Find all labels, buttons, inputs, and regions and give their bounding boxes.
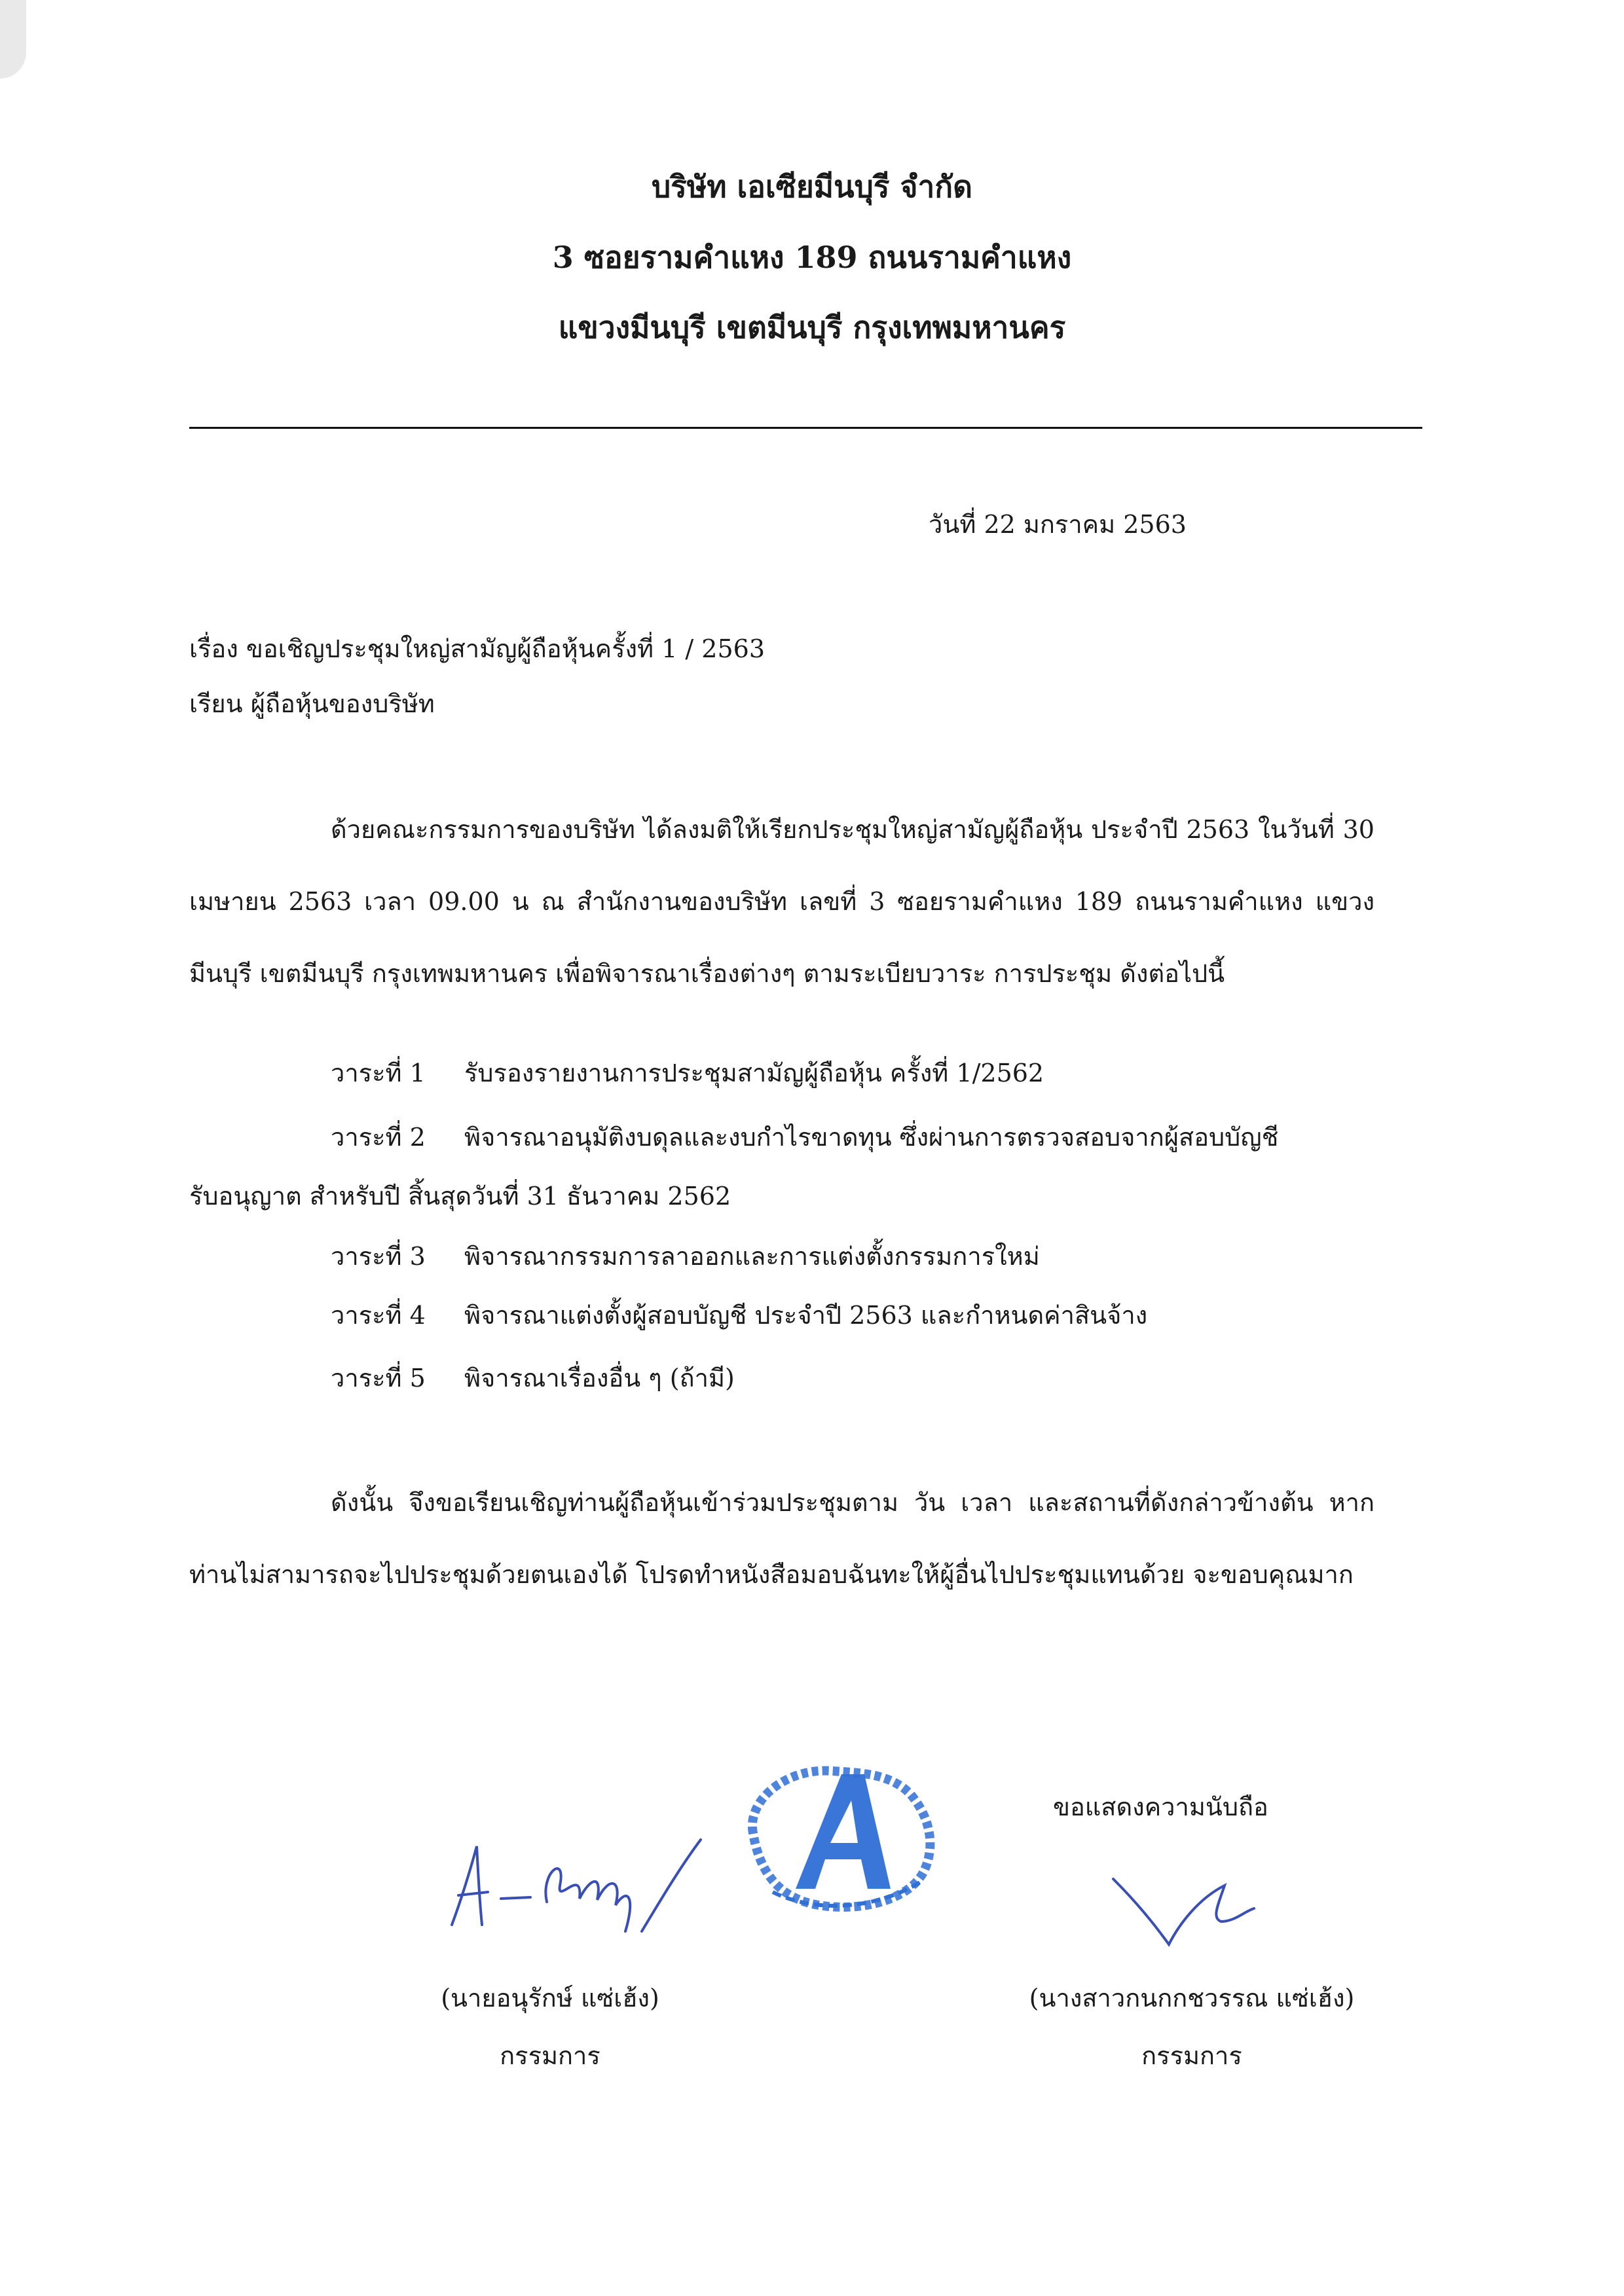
signatory-right-name: (นางสาวกนกกชวรรณ แซ่เฮ้ง) xyxy=(1029,1984,1355,2013)
signature-right xyxy=(1107,1859,1257,1951)
company-address-line2: แขวงมีนบุรี เขตมีนบุรี กรุงเทพมหานคร xyxy=(558,310,1066,345)
regards-line: ขอแสดงความนับถือ xyxy=(1053,1793,1268,1821)
agenda-number: วาระที่ 4 xyxy=(331,1301,426,1330)
agenda-number: วาระที่ 1 xyxy=(331,1059,426,1087)
company-address-line1: 3 ซอยรามคำแหง 189 ถนนรามคำแหง xyxy=(552,240,1072,275)
scan-corner-shadow xyxy=(0,0,26,79)
company-name: บริษัท เอเซียมีนบุรี จำกัด xyxy=(651,169,972,204)
signature-left xyxy=(426,1827,707,1944)
agenda-number: วาระที่ 2 xyxy=(331,1123,426,1152)
closing-paragraph: ดังนั้น จึงขอเรียนเชิญท่านผู้ถือหุ้นเข้าร่วมประชุมตาม วัน เวลา และสถานที่ดังกล่าวข้างต้น หากท่านไม่สามารถจะไปประชุมด้วยตนเองได้ โปรดทำหนังสือมอบฉันทะให้ผู้อื่นไปประชุมแทนด้วย จะขอบคุณมาก xyxy=(189,1488,1375,1589)
agenda-text: พิจารณาเรื่องอื่น ๆ (ถ้ามี) xyxy=(464,1364,735,1393)
letter-subject: เรื่อง ขอเชิญประชุมใหญ่สามัญผู้ถือหุ้นครั้งที่ 1 / 2563 xyxy=(189,634,766,663)
signatory-right-title: กรรมการ xyxy=(1141,2041,1242,2070)
intro-paragraph: ด้วยคณะกรรมการของบริษัท ได้ลงมติให้เรียกประชุมใหญ่สามัญผู้ถือหุ้น ประจำปี 2563 ในวันที่ 30 เมษายน 2563 เวลา 09.00 น ณ สำนักงานของบริษัท เลขที่ 3 ซอยรามคำแหง 189 ถนนรามคำแหง แขวงมีนบุรี เขตมีนบุรี กรุงเทพมหานคร เพื่อพิจารณาเรื่องต่างๆ ตามระเบียบวาระ การประชุม ดังต่อไปนี้ xyxy=(189,815,1375,988)
agenda-item-4 xyxy=(331,1299,1147,1332)
agenda-item-3 xyxy=(331,1240,1040,1273)
agenda-text: รับรองรายงานการประชุมสามัญผู้ถือหุ้น ครั้งที่ 1/2562 xyxy=(464,1059,1044,1087)
agenda-item-2-continuation: รับอนุญาต สำหรับปี สิ้นสุดวันที่ 31 ธันวาคม 2562 xyxy=(189,1182,731,1211)
agenda-item-5 xyxy=(331,1362,735,1394)
agenda-number: วาระที่ 5 xyxy=(331,1364,426,1393)
company-stamp xyxy=(733,1755,950,1918)
letter-recipient: เรียน ผู้ถือหุ้นของบริษัท xyxy=(189,689,435,718)
agenda-text: พิจารณากรรมการลาออกและการแต่งตั้งกรรมการใหม่ xyxy=(464,1242,1040,1271)
agenda-item-2 xyxy=(331,1121,1278,1154)
header-divider xyxy=(189,427,1422,429)
letter-date: วันที่ 22 มกราคม 2563 xyxy=(929,510,1187,539)
agenda-text: พิจารณาแต่งตั้งผู้สอบบัญชี ประจำปี 2563 และกำหนดค่าสินจ้าง xyxy=(464,1301,1148,1330)
agenda-text: พิจารณาอนุมัติงบดุลและงบกำไรขาดทุน ซึ่งผ่านการตรวจสอบจากผู้สอบบัญชี xyxy=(464,1123,1279,1152)
signatory-left-title: กรรมการ xyxy=(500,2041,600,2070)
agenda-item-1 xyxy=(331,1057,1044,1089)
signatory-left-name: (นายอนุรักษ์ แซ่เฮ้ง) xyxy=(441,1984,659,2013)
agenda-number: วาระที่ 3 xyxy=(331,1242,426,1271)
